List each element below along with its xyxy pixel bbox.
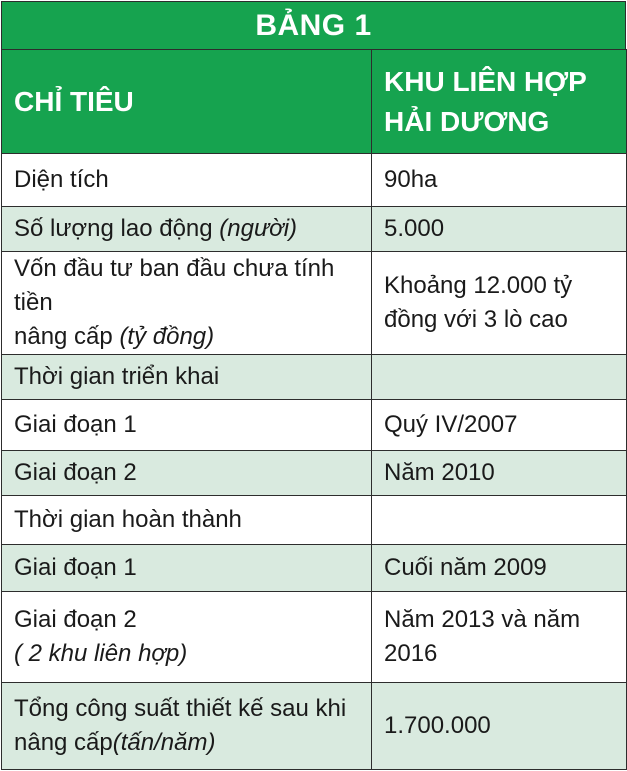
row-label-text-2: ( 2 khu liên hợp) — [14, 640, 188, 667]
row-value — [372, 545, 627, 592]
table-row — [2, 154, 627, 207]
row-label — [2, 592, 372, 683]
table-row — [2, 252, 627, 355]
row-label-text: Giai đoạn 2 — [14, 606, 137, 633]
row-value — [372, 451, 627, 496]
row-unit-text: (người) — [219, 215, 298, 242]
row-value — [372, 496, 627, 545]
table-row — [2, 451, 627, 496]
row-label-text: Số lượng lao động — [14, 215, 213, 242]
data-table — [1, 49, 627, 770]
row-value-text: Năm 2013 và năm — [384, 606, 581, 633]
row-value-text: Năm 2010 — [384, 459, 495, 486]
table-title: BẢNG 1 — [1, 1, 626, 49]
row-label — [2, 496, 372, 545]
row-value-text: Khoảng 12.000 tỷ — [384, 272, 573, 299]
data-table-panel — [1, 1, 626, 769]
row-value-text: Cuối năm 2009 — [384, 554, 547, 581]
header-criteria — [2, 50, 372, 154]
table-row — [2, 496, 627, 545]
row-unit-text: (tỷ đồng) — [119, 323, 215, 350]
row-label-text: Diện tích — [14, 166, 109, 193]
row-label — [2, 400, 372, 451]
row-label-text: Tổng công suất thiết kế sau khi — [14, 695, 347, 722]
row-value-text: Quý IV/2007 — [384, 411, 518, 438]
row-value — [372, 592, 627, 683]
row-label-text: Giai đoạn 1 — [14, 411, 137, 438]
row-label-text: Vốn đầu tư ban đầu chưa tính tiền — [14, 255, 335, 316]
row-value — [372, 207, 627, 252]
header-criteria-label: CHỈ TIÊU — [14, 85, 134, 117]
row-label-text: Giai đoạn 1 — [14, 554, 137, 581]
row-label-text-2: nâng cấp — [14, 729, 113, 756]
row-label — [2, 545, 372, 592]
header-complex — [372, 50, 627, 154]
table-row — [2, 545, 627, 592]
row-label — [2, 207, 372, 252]
row-label — [2, 451, 372, 496]
table-row — [2, 592, 627, 683]
row-value — [372, 400, 627, 451]
row-label — [2, 252, 372, 355]
row-value-text-2: 2016 — [384, 640, 438, 667]
header-complex-line1: KHU LIÊN HỢP — [384, 65, 587, 97]
table-row — [2, 207, 627, 252]
row-value — [372, 154, 627, 207]
row-label — [2, 683, 372, 770]
row-label-text: Thời gian triển khai — [14, 363, 220, 390]
row-label-text: Thời gian hoàn thành — [14, 506, 242, 533]
row-label — [2, 355, 372, 400]
row-label-text: Giai đoạn 2 — [14, 459, 137, 486]
header-row — [2, 50, 627, 154]
row-value-text: 90ha — [384, 166, 438, 193]
row-unit-text: (tấn/năm) — [112, 729, 216, 756]
row-value-text: 5.000 — [384, 215, 445, 242]
header-complex-line2: HẢI DƯƠNG — [384, 105, 550, 137]
row-value — [372, 683, 627, 770]
row-value — [372, 355, 627, 400]
table-row — [2, 355, 627, 400]
row-label — [2, 154, 372, 207]
table-row — [2, 683, 627, 770]
table-row — [2, 400, 627, 451]
row-value — [372, 252, 627, 355]
row-value-text: 1.700.000 — [384, 712, 491, 739]
row-value-text-2: đồng với 3 lò cao — [384, 306, 568, 333]
row-label-text-2: nâng cấp — [14, 323, 113, 350]
